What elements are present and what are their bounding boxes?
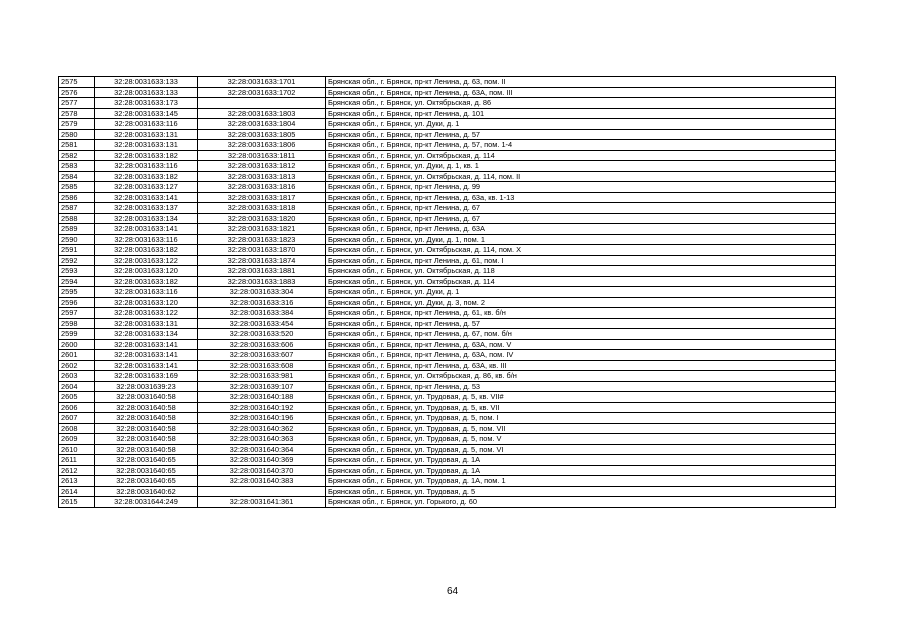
- table-row: [59, 308, 836, 319]
- table-row: [59, 192, 836, 203]
- row-number-cell: 2614: [59, 486, 95, 497]
- table-row: [59, 423, 836, 434]
- row-number-cell: 2597: [59, 308, 95, 319]
- cadastral-number-cell: 32:28:0031633:1816: [198, 182, 326, 193]
- parent-cadastral-number-cell: 32:28:0031633:134: [95, 329, 198, 340]
- table-row: [59, 381, 836, 392]
- table-row: [59, 392, 836, 403]
- address-cell: Брянская обл., г. Брянск, ул. Октябрьская, д. 118: [326, 266, 836, 277]
- cadastral-number-cell: 32:28:0031633:1805: [198, 129, 326, 140]
- table-row: [59, 402, 836, 413]
- table-row: [59, 255, 836, 266]
- cadastral-number-cell: [198, 98, 326, 109]
- table-row: [59, 476, 836, 487]
- parent-cadastral-number-cell: 32:28:0031633:120: [95, 297, 198, 308]
- cadastral-number-cell: 32:28:0031633:304: [198, 287, 326, 298]
- parent-cadastral-number-cell: 32:28:0031633:133: [95, 77, 198, 88]
- address-cell: Брянская обл., г. Брянск, ул. Октябрьская, д. 114, пом. X: [326, 245, 836, 256]
- table-row: [59, 434, 836, 445]
- cadastral-number-cell: 32:28:0031633:607: [198, 350, 326, 361]
- cadastral-number-cell: 32:28:0031633:1883: [198, 276, 326, 287]
- table-row: [59, 119, 836, 130]
- row-number-cell: 2601: [59, 350, 95, 361]
- row-number-cell: 2605: [59, 392, 95, 403]
- cadastral-number-cell: 32:28:0031633:1811: [198, 150, 326, 161]
- cadastral-number-cell: 32:28:0031633:1804: [198, 119, 326, 130]
- row-number-cell: 2588: [59, 213, 95, 224]
- table-row: [59, 150, 836, 161]
- cadastral-number-cell: 32:28:0031633:1803: [198, 108, 326, 119]
- parent-cadastral-number-cell: 32:28:0031633:141: [95, 339, 198, 350]
- address-cell: Брянская обл., г. Брянск, ул. Трудовая, д. 1А: [326, 465, 836, 476]
- row-number-cell: 2581: [59, 140, 95, 151]
- address-cell: Брянская обл., г. Брянск, ул. Трудовая, д. 5, кв. VII: [326, 402, 836, 413]
- table-row: [59, 87, 836, 98]
- cadastral-number-cell: 32:28:0031633:1823: [198, 234, 326, 245]
- table-row: [59, 213, 836, 224]
- cadastral-number-cell: 32:28:0031633:608: [198, 360, 326, 371]
- address-cell: Брянская обл., г. Брянск, ул. Дуки, д. 1: [326, 119, 836, 130]
- address-cell: Брянская обл., г. Брянск, пр-кт Ленина, д. 99: [326, 182, 836, 193]
- parent-cadastral-number-cell: 32:28:0031633:173: [95, 98, 198, 109]
- table-row: [59, 77, 836, 88]
- table-row: [59, 98, 836, 109]
- cadastral-number-cell: 32:28:0031640:192: [198, 402, 326, 413]
- cadastral-number-cell: 32:28:0031633:384: [198, 308, 326, 319]
- table-row: [59, 486, 836, 497]
- row-number-cell: 2611: [59, 455, 95, 466]
- row-number-cell: 2590: [59, 234, 95, 245]
- parent-cadastral-number-cell: 32:28:0031633:141: [95, 350, 198, 361]
- cadastral-number-cell: 32:28:0031633:1820: [198, 213, 326, 224]
- row-number-cell: 2587: [59, 203, 95, 214]
- parent-cadastral-number-cell: 32:28:0031633:182: [95, 171, 198, 182]
- address-cell: Брянская обл., г. Брянск, пр-кт Ленина, д. 63а, кв. 1-13: [326, 192, 836, 203]
- address-cell: Брянская обл., г. Брянск, пр-кт Ленина, д. 63А, пом. III: [326, 87, 836, 98]
- row-number-cell: 2575: [59, 77, 95, 88]
- address-cell: Брянская обл., г. Брянск, ул. Октябрьская, д. 86, кв. б/н: [326, 371, 836, 382]
- row-number-cell: 2602: [59, 360, 95, 371]
- row-number-cell: 2604: [59, 381, 95, 392]
- table-row: [59, 339, 836, 350]
- parent-cadastral-number-cell: 32:28:0031640:62: [95, 486, 198, 497]
- parent-cadastral-number-cell: 32:28:0031633:137: [95, 203, 198, 214]
- address-cell: Брянская обл., г. Брянск, ул. Трудовая, д. 5, пом. VI: [326, 444, 836, 455]
- table-row: [59, 444, 836, 455]
- cadastral-number-cell: 32:28:0031633:1701: [198, 77, 326, 88]
- parent-cadastral-number-cell: 32:28:0031633:145: [95, 108, 198, 119]
- address-cell: Брянская обл., г. Брянск, пр-кт Ленина, д. 57: [326, 129, 836, 140]
- row-number-cell: 2606: [59, 402, 95, 413]
- table-row: [59, 465, 836, 476]
- address-cell: Брянская обл., г. Брянск, пр-кт Ленина, д. 63А, пом. V: [326, 339, 836, 350]
- row-number-cell: 2593: [59, 266, 95, 277]
- address-cell: Брянская обл., г. Брянск, ул. Октябрьская, д. 86: [326, 98, 836, 109]
- parent-cadastral-number-cell: 32:28:0031640:58: [95, 402, 198, 413]
- table-row: [59, 318, 836, 329]
- cadastral-number-cell: 32:28:0031633:1813: [198, 171, 326, 182]
- row-number-cell: 2582: [59, 150, 95, 161]
- parent-cadastral-number-cell: 32:28:0031633:141: [95, 224, 198, 235]
- parent-cadastral-number-cell: 32:28:0031640:58: [95, 392, 198, 403]
- address-cell: Брянская обл., г. Брянск, пр-кт Ленина, д. 57, пом. 1-4: [326, 140, 836, 151]
- parent-cadastral-number-cell: 32:28:0031633:131: [95, 140, 198, 151]
- table-row: [59, 224, 836, 235]
- cadastral-number-cell: 32:28:0031633:520: [198, 329, 326, 340]
- address-cell: Брянская обл., г. Брянск, пр-кт Ленина, д. 63, пом. II: [326, 77, 836, 88]
- address-cell: Брянская обл., г. Брянск, ул. Октябрьская, д. 114: [326, 150, 836, 161]
- cadastral-number-cell: 32:28:0031640:196: [198, 413, 326, 424]
- row-number-cell: 2600: [59, 339, 95, 350]
- row-number-cell: 2592: [59, 255, 95, 266]
- cadastral-number-cell: 32:28:0031633:1874: [198, 255, 326, 266]
- cadastral-number-cell: 32:28:0031640:383: [198, 476, 326, 487]
- cadastral-number-cell: 32:28:0031633:1702: [198, 87, 326, 98]
- cadastral-number-cell: 32:28:0031640:362: [198, 423, 326, 434]
- row-number-cell: 2595: [59, 287, 95, 298]
- parent-cadastral-number-cell: 32:28:0031640:58: [95, 444, 198, 455]
- table-row: [59, 203, 836, 214]
- row-number-cell: 2608: [59, 423, 95, 434]
- page-number: 64: [446, 586, 459, 597]
- row-number-cell: 2591: [59, 245, 95, 256]
- parent-cadastral-number-cell: 32:28:0031633:182: [95, 150, 198, 161]
- parent-cadastral-number-cell: 32:28:0031633:122: [95, 308, 198, 319]
- cadastral-number-cell: 32:28:0031633:1817: [198, 192, 326, 203]
- address-cell: Брянская обл., г. Брянск, ул. Трудовая, д. 5, пом. I: [326, 413, 836, 424]
- cadastral-number-cell: 32:28:0031633:316: [198, 297, 326, 308]
- row-number-cell: 2612: [59, 465, 95, 476]
- row-number-cell: 2594: [59, 276, 95, 287]
- parent-cadastral-number-cell: 32:28:0031633:116: [95, 287, 198, 298]
- table-row: [59, 497, 836, 508]
- row-number-cell: 2589: [59, 224, 95, 235]
- cadastral-number-cell: 32:28:0031640:370: [198, 465, 326, 476]
- cadastral-number-cell: 32:28:0031640:363: [198, 434, 326, 445]
- parent-cadastral-number-cell: 32:28:0031633:182: [95, 245, 198, 256]
- address-cell: Брянская обл., г. Брянск, пр-кт Ленина, д. 61, пом. I: [326, 255, 836, 266]
- parent-cadastral-number-cell: 32:28:0031633:122: [95, 255, 198, 266]
- parent-cadastral-number-cell: 32:28:0031633:127: [95, 182, 198, 193]
- parent-cadastral-number-cell: 32:28:0031633:182: [95, 276, 198, 287]
- address-cell: Брянская обл., г. Брянск, пр-кт Ленина, д. 63А, кв. III: [326, 360, 836, 371]
- row-number-cell: 2615: [59, 497, 95, 508]
- table-row: [59, 182, 836, 193]
- parent-cadastral-number-cell: 32:28:0031633:141: [95, 192, 198, 203]
- row-number-cell: 2577: [59, 98, 95, 109]
- cadastral-number-cell: 32:28:0031633:1881: [198, 266, 326, 277]
- cadastral-number-cell: 32:28:0031640:188: [198, 392, 326, 403]
- parent-cadastral-number-cell: 32:28:0031640:65: [95, 465, 198, 476]
- cadastral-number-cell: 32:28:0031633:1821: [198, 224, 326, 235]
- table-row: [59, 245, 836, 256]
- address-cell: Брянская обл., г. Брянск, ул. Октябрьская, д. 114, пом. II: [326, 171, 836, 182]
- row-number-cell: 2599: [59, 329, 95, 340]
- parent-cadastral-number-cell: 32:28:0031633:134: [95, 213, 198, 224]
- parent-cadastral-number-cell: 32:28:0031644:249: [95, 497, 198, 508]
- cadastral-number-cell: 32:28:0031641:361: [198, 497, 326, 508]
- table-row: [59, 360, 836, 371]
- table-row: [59, 129, 836, 140]
- address-cell: Брянская обл., г. Брянск, ул. Трудовая, д. 1А: [326, 455, 836, 466]
- row-number-cell: 2579: [59, 119, 95, 130]
- address-cell: Брянская обл., г. Брянск, пр-кт Ленина, д. 63А: [326, 224, 836, 235]
- table-row: [59, 108, 836, 119]
- table-row: [59, 140, 836, 151]
- address-cell: Брянская обл., г. Брянск, ул. Трудовая, д. 5: [326, 486, 836, 497]
- row-number-cell: 2585: [59, 182, 95, 193]
- parent-cadastral-number-cell: 32:28:0031633:141: [95, 360, 198, 371]
- cadastral-number-cell: 32:28:0031633:1870: [198, 245, 326, 256]
- row-number-cell: 2598: [59, 318, 95, 329]
- table-row: [59, 266, 836, 277]
- row-number-cell: 2583: [59, 161, 95, 172]
- row-number-cell: 2578: [59, 108, 95, 119]
- parent-cadastral-number-cell: 32:28:0031633:133: [95, 87, 198, 98]
- address-cell: Брянская обл., г. Брянск, пр-кт Ленина, д. 101: [326, 108, 836, 119]
- address-cell: Брянская обл., г. Брянск, пр-кт Ленина, д. 67, пом. б/н: [326, 329, 836, 340]
- row-number-cell: 2586: [59, 192, 95, 203]
- cadastral-number-cell: 32:28:0031640:364: [198, 444, 326, 455]
- table-row: [59, 350, 836, 361]
- parent-cadastral-number-cell: 32:28:0031640:58: [95, 434, 198, 445]
- cadastral-table: [58, 76, 836, 508]
- address-cell: Брянская обл., г. Брянск, ул. Трудовая, д. 1А, пом. 1: [326, 476, 836, 487]
- address-cell: Брянская обл., г. Брянск, пр-кт Ленина, д. 67: [326, 203, 836, 214]
- row-number-cell: 2584: [59, 171, 95, 182]
- parent-cadastral-number-cell: 32:28:0031639:23: [95, 381, 198, 392]
- cadastral-number-cell: 32:28:0031633:454: [198, 318, 326, 329]
- row-number-cell: 2603: [59, 371, 95, 382]
- address-cell: Брянская обл., г. Брянск, пр-кт Ленина, д. 53: [326, 381, 836, 392]
- table-row: [59, 329, 836, 340]
- address-cell: Брянская обл., г. Брянск, ул. Трудовая, д. 5, кв. VII#: [326, 392, 836, 403]
- table-row: [59, 371, 836, 382]
- row-number-cell: 2609: [59, 434, 95, 445]
- cadastral-number-cell: [198, 486, 326, 497]
- address-cell: Брянская обл., г. Брянск, пр-кт Ленина, д. 57: [326, 318, 836, 329]
- address-cell: Брянская обл., г. Брянск, ул. Октябрьская, д. 114: [326, 276, 836, 287]
- parent-cadastral-number-cell: 32:28:0031640:58: [95, 423, 198, 434]
- parent-cadastral-number-cell: 32:28:0031633:169: [95, 371, 198, 382]
- table-row: [59, 234, 836, 245]
- cadastral-number-cell: 32:28:0031633:1818: [198, 203, 326, 214]
- row-number-cell: 2613: [59, 476, 95, 487]
- row-number-cell: 2596: [59, 297, 95, 308]
- table-body: [59, 77, 836, 508]
- parent-cadastral-number-cell: 32:28:0031633:120: [95, 266, 198, 277]
- cadastral-number-cell: 32:28:0031633:981: [198, 371, 326, 382]
- row-number-cell: 2580: [59, 129, 95, 140]
- parent-cadastral-number-cell: 32:28:0031633:116: [95, 234, 198, 245]
- parent-cadastral-number-cell: 32:28:0031640:58: [95, 413, 198, 424]
- parent-cadastral-number-cell: 32:28:0031640:65: [95, 476, 198, 487]
- table-row: [59, 276, 836, 287]
- address-cell: Брянская обл., г. Брянск, пр-кт Ленина, д. 61, кв. б/н: [326, 308, 836, 319]
- row-number-cell: 2607: [59, 413, 95, 424]
- table-row: [59, 161, 836, 172]
- parent-cadastral-number-cell: 32:28:0031633:116: [95, 161, 198, 172]
- table-row: [59, 455, 836, 466]
- table-row: [59, 287, 836, 298]
- cadastral-number-cell: 32:28:0031639:107: [198, 381, 326, 392]
- cadastral-number-cell: 32:28:0031640:369: [198, 455, 326, 466]
- address-cell: Брянская обл., г. Брянск, ул. Трудовая, д. 5, пом. V: [326, 434, 836, 445]
- address-cell: Брянская обл., г. Брянск, пр-кт Ленина, д. 63А, пом. IV: [326, 350, 836, 361]
- table-row: [59, 171, 836, 182]
- cadastral-number-cell: 32:28:0031633:1812: [198, 161, 326, 172]
- address-cell: Брянская обл., г. Брянск, ул. Горького, д. 60: [326, 497, 836, 508]
- address-cell: Брянская обл., г. Брянск, пр-кт Ленина, д. 67: [326, 213, 836, 224]
- address-cell: Брянская обл., г. Брянск, ул. Дуки, д. 3, пом. 2: [326, 297, 836, 308]
- cadastral-number-cell: 32:28:0031633:1806: [198, 140, 326, 151]
- cadastral-number-cell: 32:28:0031633:606: [198, 339, 326, 350]
- table-row: [59, 297, 836, 308]
- address-cell: Брянская обл., г. Брянск, ул. Трудовая, д. 5, пом. VII: [326, 423, 836, 434]
- row-number-cell: 2610: [59, 444, 95, 455]
- address-cell: Брянская обл., г. Брянск, ул. Дуки, д. 1: [326, 287, 836, 298]
- parent-cadastral-number-cell: 32:28:0031633:131: [95, 318, 198, 329]
- address-cell: Брянская обл., г. Брянск, ул. Дуки, д. 1, кв. 1: [326, 161, 836, 172]
- parent-cadastral-number-cell: 32:28:0031633:116: [95, 119, 198, 130]
- parent-cadastral-number-cell: 32:28:0031633:131: [95, 129, 198, 140]
- address-cell: Брянская обл., г. Брянск, ул. Дуки, д. 1, пом. 1: [326, 234, 836, 245]
- parent-cadastral-number-cell: 32:28:0031640:65: [95, 455, 198, 466]
- table-row: [59, 413, 836, 424]
- row-number-cell: 2576: [59, 87, 95, 98]
